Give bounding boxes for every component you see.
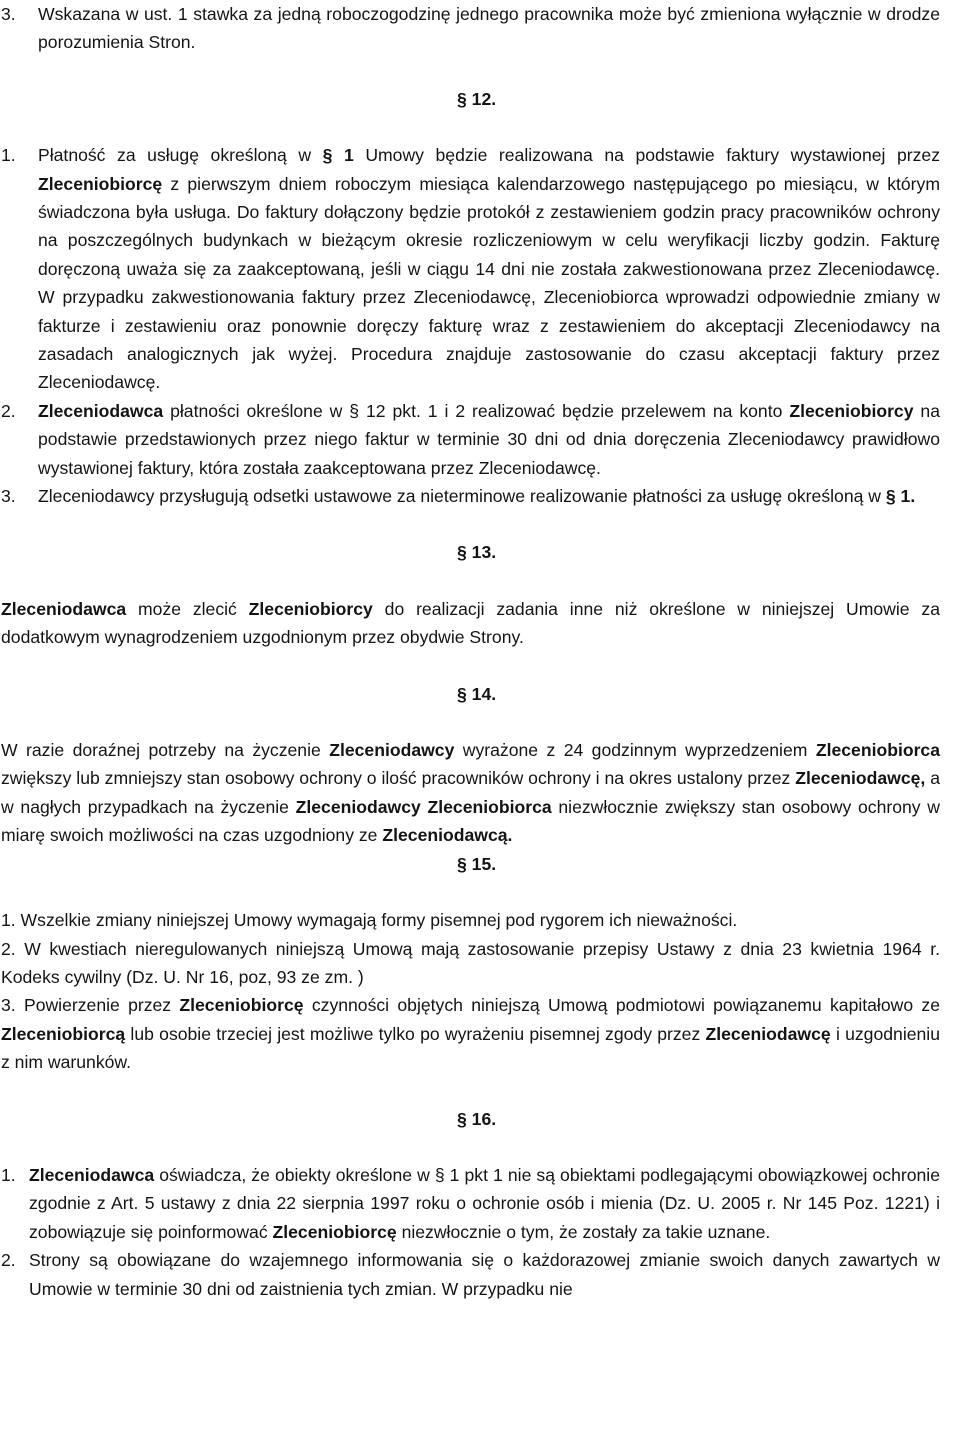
item-text: Strony są obowiązane do wzajemnego informowania się o każdorazowej zmianie swoich danych zawartych w Umowie w terminie 30 dni od zaistnienia tych zmian. W przypadku nie	[29, 1250, 940, 1299]
item-text: Wskazana w ust. 1 stawka za jedną roboczogodzinę jednego pracownika może być zmieniona wyłącznie w drodze porozumienia Stron.	[38, 4, 940, 53]
section-12-item-3	[1, 482, 940, 510]
item-number: 3.	[1, 486, 16, 507]
section-14-heading: § 14.	[457, 683, 497, 704]
item-number: 1.	[1, 1164, 16, 1185]
item-text: Płatność za usługę określoną w § 1 Umowy będzie realizowana na podstawie faktury wystawionej przez Zleceniobiorcę z pierwszym dniem roboczym miesiąca kalendarzowego następującego po miesiącu, w którym świadczona była usługa. Do faktury dołączony będzie protokół z zestawieniem godzin pracy pracowników ochrony na poszczególnych budynkach w bieżącym okresie rozliczeniowym w celu weryfikacji liczby godzin. Fakturę doręczoną uważa się za zaakceptowaną, jeśli w ciągu 14 dni nie została zakwestionowana przez Zleceniodawcę. W przypadku zakwestionowania faktury przez Zleceniodawcę, Zleceniobiorca wprowadzi odpowiednie zmiany w fakturze i zestawieniu oraz ponownie doręczy fakturę wraz z zestawieniem do akceptacji Zleceniodawcy na zasadach analogicznych jak wyżej. Procedura znajduje zastosowanie do czasu akceptacji faktury przez Zleceniodawcę.	[38, 145, 940, 393]
item-number: 1.	[1, 145, 16, 166]
section-14-paragraph: W razie doraźnej potrzeby na życzenie Zleceniodawcy wyrażone z 24 godzinnym wyprzedzeniem Zleceniobiorca zwiększy lub zmniejszy stan osobowy ochrony o ilość pracowników ochrony i na okres ustalony przez Zleceniodawcę, a w nagłych przypadkach na życzenie Zleceniodawcy Zleceniobiorca niezwłocznie zwiększy stan osobowy ochrony w miarę swoich możliwości na czas uzgodniony ze Zleceniodawcą.	[1, 740, 940, 846]
section-15-item-1: 1. Wszelkie zmiany niniejszej Umowy wymagają formy pisemnej pod rygorem ich nieważności.	[1, 910, 738, 931]
item-text: Zleceniodawca płatności określone w § 12 pkt. 1 i 2 realizować będzie przelewem na konto Zleceniobiorcy na podstawie przedstawionych przez niego faktur w terminie 30 dni od dnia doręczenia Zleceniodawcy prawidłowo wystawionej faktury, która została zaakceptowana przez Zleceniodawcę.	[38, 400, 940, 478]
section-13-heading: § 13.	[457, 542, 497, 563]
item-number: 3.	[1, 4, 16, 24]
section-15-heading: § 15.	[457, 853, 497, 874]
section-12-heading: § 12.	[457, 88, 497, 109]
section-12-item-2	[1, 397, 940, 482]
section-16-heading: § 16.	[457, 1108, 497, 1129]
section-11-item-3	[1, 0, 940, 57]
section-15-item-3: 3. Powierzenie przez Zleceniobiorcę czynności objętych niniejszą Umową podmiotowi powiązanemu kapitałowo ze Zleceniobiorcą lub osobie trzeciej jest możliwe tylko po wyrażeniu pisemnej zgody przez Zleceniodawcę i uzgodnieniu z nim warunków.	[1, 995, 940, 1073]
section-13-paragraph: Zleceniodawca może zlecić Zleceniobiorcy do realizacji zadania inne niż określone w niniejszej Umowie za dodatkowym wynagrodzeniem uzgodnionym przez obydwie Strony.	[1, 598, 940, 648]
section-15-item-2: 2. W kwestiach nieregulowanych niniejszą Umową mają zastosowanie przepisy Ustawy z dnia 23 kwietnia 1964 r. Kodeks cywilny (Dz. U. Nr 16, poz, 93 ze zm. )	[1, 938, 940, 987]
item-text: Zleceniodawca oświadcza, że obiekty określone w § 1 pkt 1 nie są obiektami podlegającymi obowiązkowej ochronie zgodnie z Art. 5 ustawy z dnia 22 sierpnia 1997 roku o ochronie osób i mienia (Dz. U. 2005 r. Nr 145 Poz. 1221) i zobowiązuje się poinformować Zleceniobiorcę niezwłocznie o tym, że zostały za takie uznane.	[29, 1164, 940, 1242]
section-16-item-1	[1, 1161, 940, 1246]
item-number: 2.	[1, 400, 16, 421]
item-number: 2.	[1, 1250, 16, 1271]
item-text: Zleceniodawcy przysługują odsetki ustawowe za nieterminowe realizowanie płatności za usługę określoną w § 1.	[38, 486, 916, 507]
section-12-item-1	[1, 141, 940, 397]
section-16-item-2	[1, 1246, 940, 1303]
